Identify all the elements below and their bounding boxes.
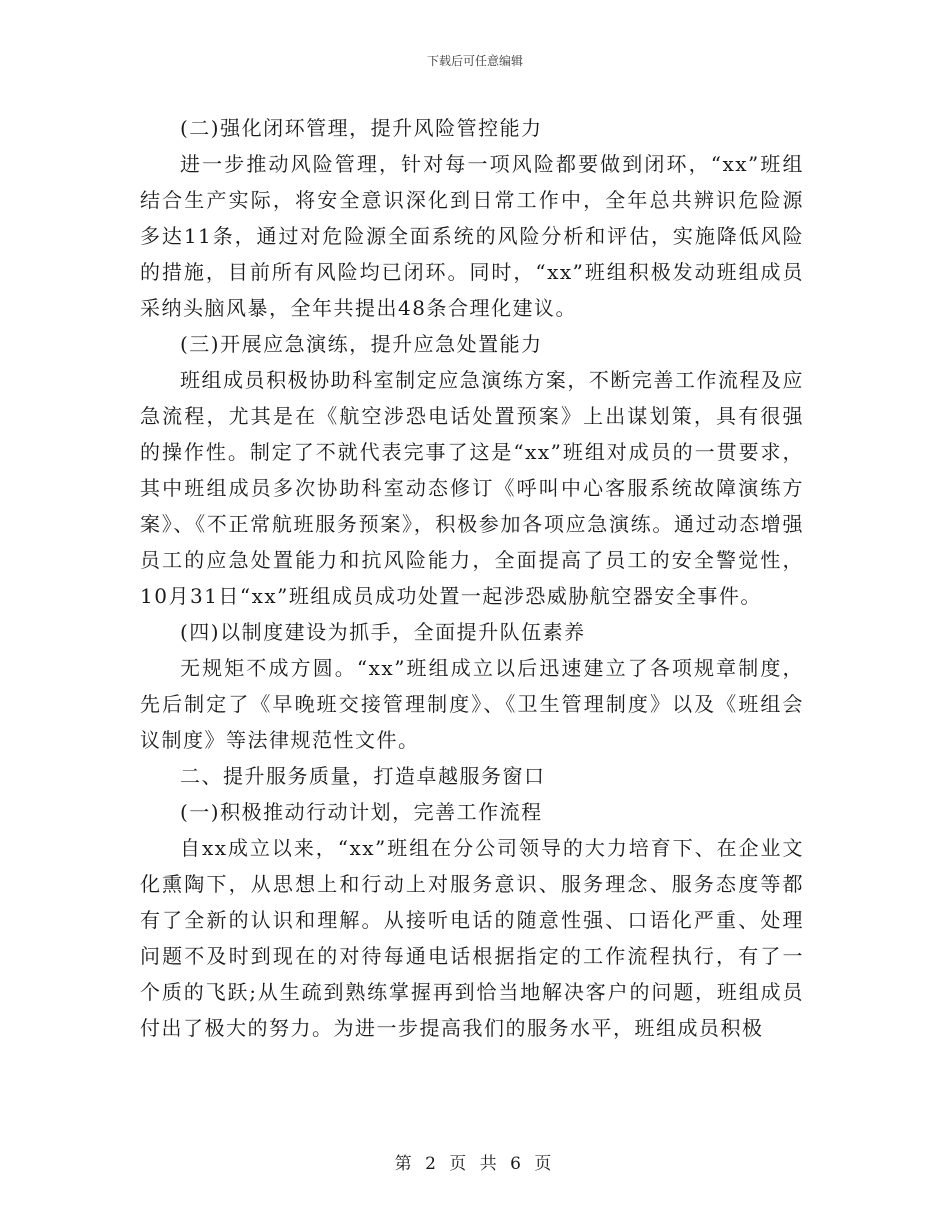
paragraph-action-plan: 自xx成立以来，“xx”班组在分公司领导的大力培育下、在企业文化熏陶下，从思想上和行动上对服务意识、服务理念、服务态度等都有了全新的认识和理解。从接听电话的随意性强、口语化严重、处理问题不及时到现在的对待每通电话根据指定的工作流程执行，有了一个质的飞跃;从生疏到熟练掌握再到恰当地解决客户的问题，班组成员付出了极大的努力。为进一步提高我们的服务水平，班组成员积极: [140, 836, 804, 1040]
section-heading-emergency-drill: (三)开展应急演练，提升应急处置能力: [180, 332, 543, 356]
section-heading-action-plan: (一)积极推动行动计划，完善工作流程: [180, 800, 543, 824]
paragraph-institution-building: 无规矩不成方圆。“xx”班组成立以后迅速建立了各项规章制度，先后制定了《早晚班交接管理制度》、《卫生管理制度》以及《班组会议制度》等法律规范性文件。: [140, 656, 804, 752]
page-number: 第 2 页 共 6 页: [394, 1154, 556, 1174]
document-body: [140, 110, 804, 1046]
chapter-heading-service-quality: 二、提升服务质量，打造卓越服务窗口: [180, 764, 546, 788]
paragraph-emergency-drill: 班组成员积极协助科室制定应急演练方案，不断完善工作流程及应急流程，尤其是在《航空涉恐电话处置预案》上出谋划策，具有很强的操作性。制定了不就代表完事了这是“xx”班组对成员的一贯要求，其中班组成员多次协助科室动态修订《呼叫中心客服系统故障演练方案》、《不正常航班服务预案》，积极参加各项应急演练。通过动态增强员工的应急处置能力和抗风险能力，全面提高了员工的安全警觉性，10月31日“xx”班组成员成功处置一起涉恐威胁航空器安全事件。: [140, 368, 804, 608]
section-heading-risk-control: (二)强化闭环管理，提升风险管控能力: [180, 116, 543, 140]
page-header: 下载后可任意编辑: [426, 54, 523, 68]
section-heading-institution-building: (四)以制度建设为抓手，全面提升队伍素养: [180, 620, 586, 644]
paragraph-risk-management: 进一步推动风险管理，针对每一项风险都要做到闭环，“xx”班组结合生产实际，将安全意识深化到日常工作中，全年总共辨识危险源多达11条，通过对危险源全面系统的风险分析和评估，实施降低风险的措施，目前所有风险均已闭环。同时，“xx”班组积极发动班组成员采纳头脑风暴，全年共提出48条合理化建议。: [140, 152, 804, 320]
